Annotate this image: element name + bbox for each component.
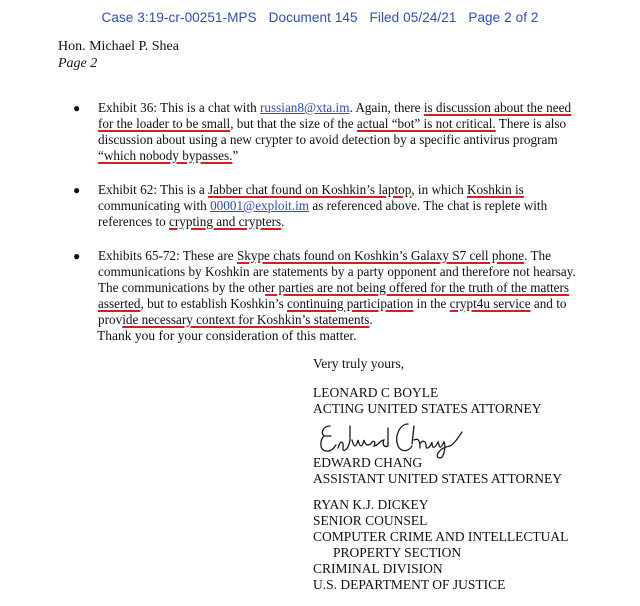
exhibit-text: .	[281, 214, 285, 229]
highlighted-text: “which nobody bypasses.	[98, 148, 233, 163]
exhibit-text: , in which	[411, 182, 467, 197]
court-filing-header	[0, 10, 640, 25]
closing-thanks: Thank you for your consideration of this matter.	[97, 328, 357, 343]
addressee-block	[58, 38, 179, 72]
valediction: Very truly yours,	[313, 356, 405, 371]
page-count: Page 2 of 2	[468, 10, 539, 25]
email-link[interactable]: russian8@xta.im	[260, 100, 350, 115]
exhibit-text: . The communications by Koshkin are statements by a party opponent and therefore not hearsay. The communications by the oth	[98, 248, 576, 295]
exhibit-text: communicating with	[98, 198, 211, 213]
page-label: Page 2	[58, 56, 98, 71]
highlighted-text: crypting and crypters	[169, 214, 282, 229]
exhibit-text: in the	[413, 296, 450, 311]
addressee-name: Hon. Michael P. Shea	[58, 39, 179, 54]
signer-office: COMPUTER CRIME AND INTELLECTUAL	[313, 529, 569, 544]
exhibit-text: , but to establish Koshkin’s	[140, 296, 288, 311]
highlighted-text: continuing participation	[287, 296, 414, 311]
exhibit-text: . Again, there	[349, 100, 424, 115]
signer-title: ACTING UNITED STATES ATTORNEY	[313, 401, 542, 416]
signer-title: SENIOR COUNSEL	[313, 513, 428, 528]
case-number: Case 3:19-cr-00251-MPS	[101, 10, 257, 25]
exhibit-item-65-72	[73, 248, 578, 328]
exhibit-text: and to prov	[98, 296, 567, 327]
highlighted-text: ide necessary context for Koshkin’s statements	[122, 312, 370, 327]
bullet-icon: ●	[73, 101, 81, 115]
exhibit-item-62	[73, 182, 578, 230]
highlighted-text: actual “bot” is not critical.	[356, 116, 496, 131]
signer-boyle	[313, 385, 542, 417]
bullet-icon: ●	[73, 249, 81, 263]
exhibit-text: Exhibits 65-72: These are	[98, 248, 237, 263]
exhibit-text: .	[369, 312, 373, 327]
exhibit-text: , but that the size of the	[230, 116, 357, 131]
bullet-icon: ●	[73, 183, 81, 197]
signer-dickey	[313, 497, 568, 593]
signer-department: U.S. DEPARTMENT OF JUSTICE	[313, 577, 506, 592]
filed-date: Filed 05/24/21	[369, 10, 457, 25]
signer-name: EDWARD CHANG	[313, 455, 423, 470]
signer-office: PROPERTY SECTION	[333, 545, 462, 560]
exhibit-text: Exhibit 36: This is a chat with	[98, 100, 261, 115]
highlighted-text: Koshkin is	[467, 182, 524, 197]
exhibit-text: ”	[232, 148, 239, 163]
highlighted-text: crypt4u service	[449, 296, 531, 311]
highlighted-text: Jabber chat found on Koshkin’s laptop	[208, 182, 412, 197]
handwritten-signature	[316, 418, 466, 460]
document-number: Document 145	[268, 10, 358, 25]
signer-title: ASSISTANT UNITED STATES ATTORNEY	[313, 471, 562, 486]
signer-chang	[313, 455, 562, 487]
exhibit-text: as referenced above. The chat is replete with references to	[98, 198, 548, 229]
email-link[interactable]: 00001@exploit.im	[210, 198, 310, 213]
signer-name: RYAN K.J. DICKEY	[313, 497, 429, 512]
highlighted-text: er parties are not being offered for the truth of the matters asserted	[98, 280, 570, 311]
signer-name: LEONARD C BOYLE	[313, 385, 439, 400]
signer-division: CRIMINAL DIVISION	[313, 561, 443, 576]
exhibit-list	[73, 100, 578, 346]
highlighted-text: is discussion about the need for the loader to be small	[98, 100, 572, 131]
highlighted-text: Skype chats found on Koshkin’s Galaxy S7 cell phone	[236, 248, 525, 263]
exhibit-text: Exhibit 62: This is a	[98, 182, 209, 197]
exhibit-item-36	[73, 100, 578, 164]
exhibit-text: There is also discussion about using a new crypter to avoid detection by a specific antivirus program	[98, 116, 567, 147]
